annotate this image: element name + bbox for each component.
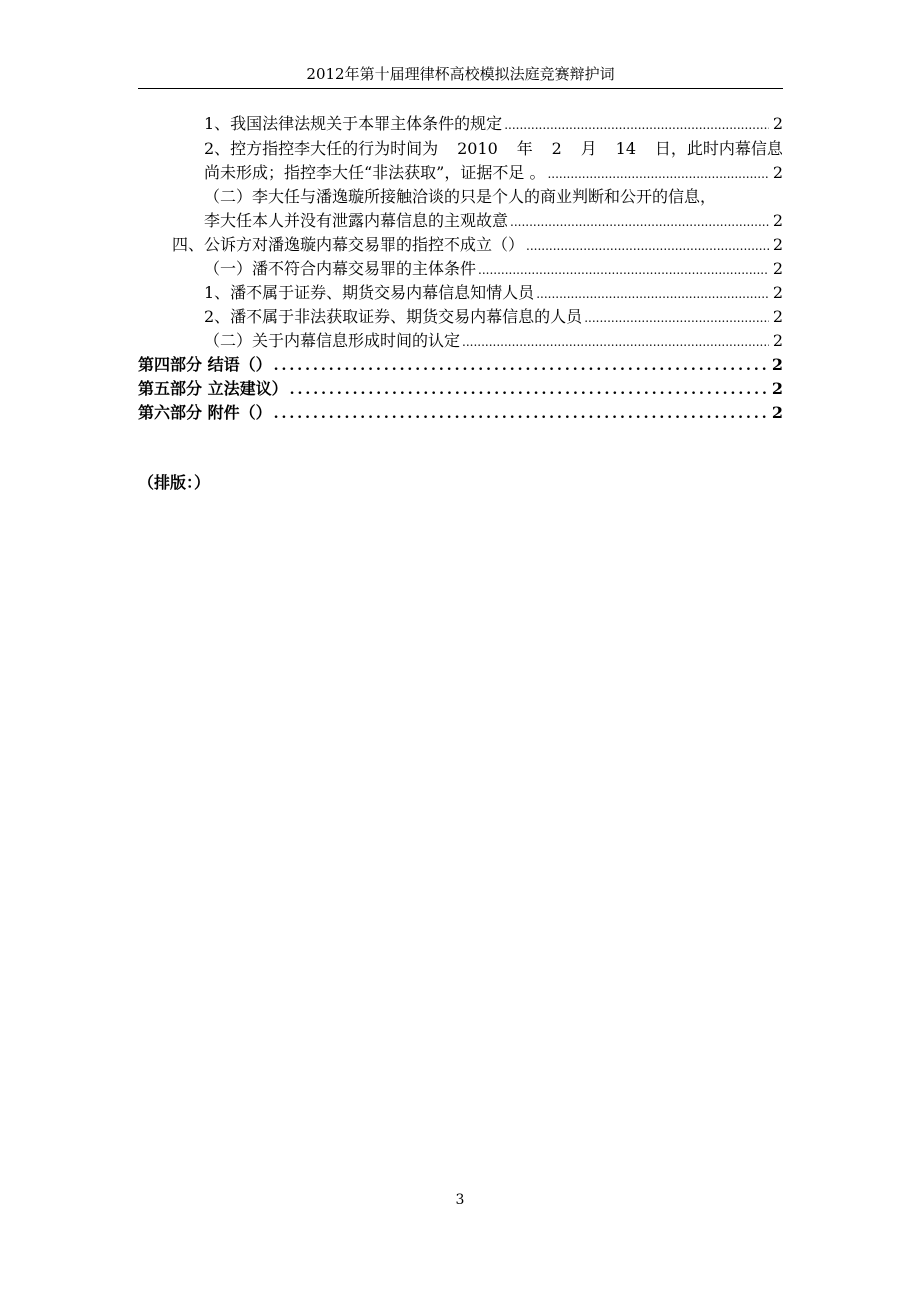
toc-entry[interactable] <box>204 209 783 233</box>
toc-entry[interactable] <box>204 281 783 305</box>
toc-entry-text: 第五部分 立法建议） <box>138 379 288 398</box>
toc-part-entry[interactable] <box>138 401 783 425</box>
toc-entry-text: 尚未形成；指控李大任“非法获取”，证据不足 。 <box>204 163 546 182</box>
toc-entry-text: （二）关于内幕信息形成时间的认定 <box>204 331 461 350</box>
layout-note: （排版：） <box>138 473 211 492</box>
page-number: 3 <box>455 1192 465 1208</box>
toc-entry-line[interactable] <box>204 137 783 161</box>
toc-page-number: 2 <box>772 331 783 350</box>
toc-entry-text: 第六部分 附件（） <box>138 403 272 422</box>
header-rule <box>138 88 783 89</box>
toc-page-number: 2 <box>772 235 783 254</box>
toc-entry-text: （一）潘不符合内幕交易罪的主体条件 <box>204 259 477 278</box>
toc-page-number: 2 <box>772 163 783 182</box>
toc-leader-dots <box>526 234 769 258</box>
toc-leader-dots <box>462 330 769 354</box>
page-header: 2012年第十届理律杯高校模拟法庭竞赛辩护词 <box>306 65 615 83</box>
toc-entry-text: 日，此时内幕信息 <box>654 139 783 158</box>
toc-leader-dots <box>504 113 769 137</box>
toc-entry[interactable] <box>204 305 783 329</box>
toc-leader-dots <box>274 402 769 426</box>
toc-part-entry[interactable] <box>138 377 783 401</box>
toc-leader-dots <box>536 282 769 306</box>
toc-entry-text: 李大任本人并没有泄露内幕信息的主观故意 <box>204 211 509 230</box>
toc-entry-text: 2、控方指控李大任的行为时间为 <box>204 139 439 158</box>
toc-entry-text: 月 <box>580 139 597 158</box>
toc-entry[interactable] <box>204 257 783 281</box>
toc-leader-dots <box>584 306 769 330</box>
toc-leader-dots <box>290 378 769 402</box>
toc-entry-text: 1、潘不属于证券、期货交易内幕信息知情人员 <box>204 283 535 302</box>
toc-entry-text: 14 <box>615 139 637 158</box>
toc-page-number: 2 <box>772 211 783 230</box>
toc-entry[interactable] <box>204 112 783 136</box>
toc-entry[interactable] <box>204 161 783 185</box>
toc-part-entry[interactable] <box>138 353 783 377</box>
toc-entry[interactable] <box>172 233 783 257</box>
toc-entry[interactable] <box>204 329 783 353</box>
toc-page-number: 2 <box>771 355 783 374</box>
toc-page-number: 2 <box>772 283 783 302</box>
toc-leader-dots <box>274 354 769 378</box>
toc-page-number: 2 <box>771 403 783 422</box>
toc-entry-text: 四、公诉方对潘逸璇内幕交易罪的指控不成立（） <box>172 235 525 254</box>
toc-entry-text: 2010 <box>457 139 498 158</box>
toc-leader-dots <box>547 162 769 186</box>
toc-entry-text: 2 <box>551 139 562 158</box>
toc-entry-text: 年 <box>516 139 533 158</box>
toc-entry-line[interactable] <box>204 185 716 209</box>
toc-entry-text: （二）李大任与潘逸璇所接触洽谈的只是个人的商业判断和公开的信息， <box>204 187 717 206</box>
toc-entry-text: 2、潘不属于非法获取证券、期货交易内幕信息的人员 <box>204 307 583 326</box>
toc-entry-text: 第四部分 结语（） <box>138 355 272 374</box>
toc-entry-text: 1、我国法律法规关于本罪主体条件的规定 <box>204 114 503 133</box>
toc-leader-dots <box>478 258 769 282</box>
toc-leader-dots <box>510 210 769 234</box>
toc-page-number: 2 <box>771 379 783 398</box>
toc-page-number: 2 <box>772 307 783 326</box>
toc-page-number: 2 <box>772 114 783 133</box>
toc-page-number: 2 <box>772 259 783 278</box>
